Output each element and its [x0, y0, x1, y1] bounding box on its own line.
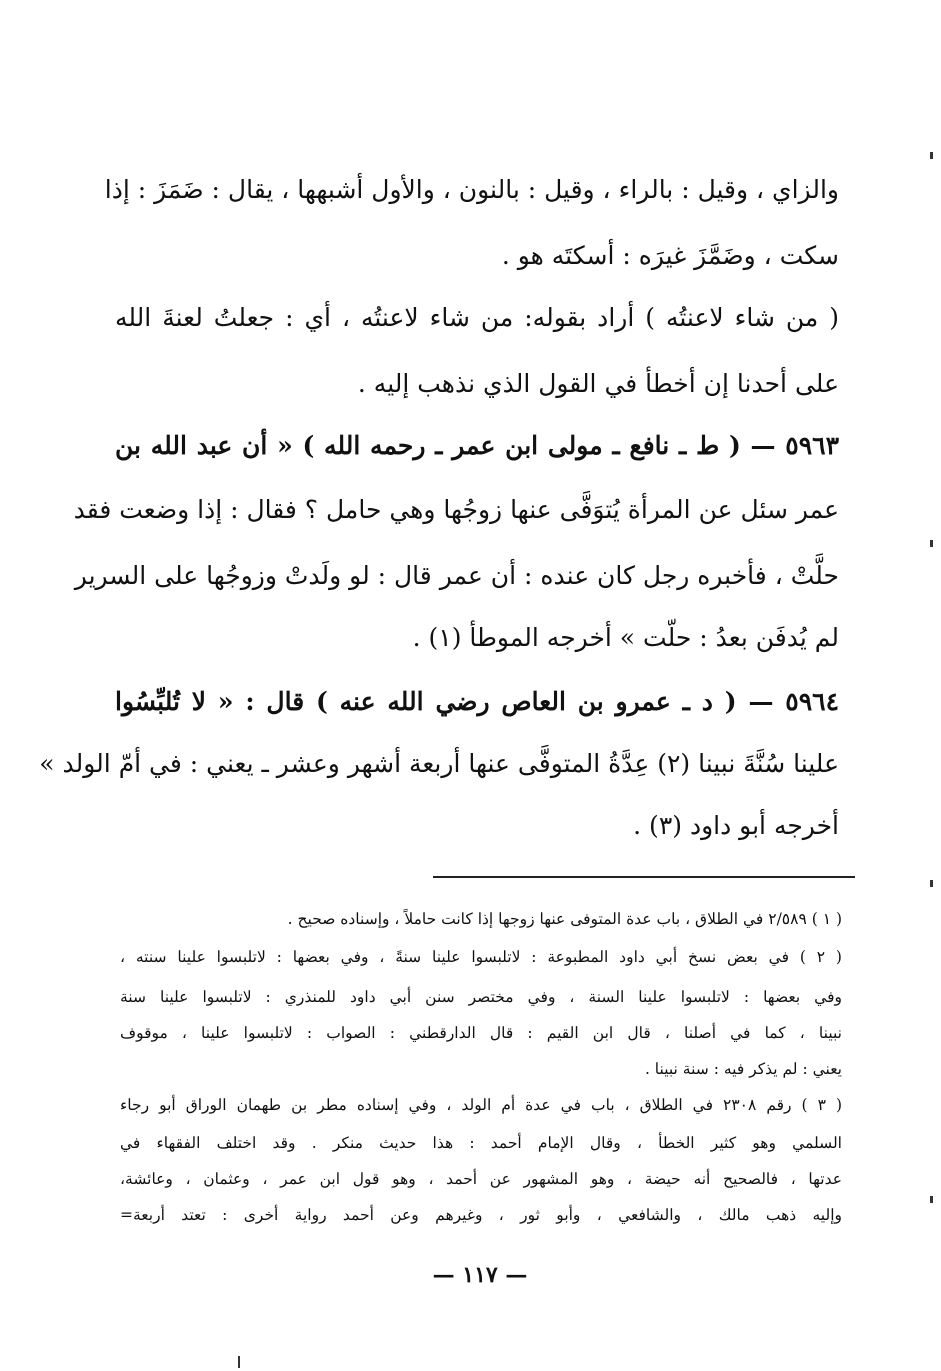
body-line: والزاي ، وقيل : بالراء ، وقيل : بالنون ، والأول أشبهها ، يقال : ضَمَزَ : إذا [104, 175, 839, 204]
footnote-line: السلمي وهو كثير الخطأ ، وقال الإمام أحمد : هذا حديث منكر . وقد اختلف الفقهاء في [120, 1134, 842, 1152]
body-line: على أحدنا إن أخطأ في القول الذي نذهب إليه . [357, 369, 839, 398]
scan-mark [238, 1356, 240, 1368]
body-line: ( من شاء لاعنتُه ) أراد بقوله: من شاء لاعنتُه ، أي : جعلتُ لعنةَ الله [115, 303, 839, 332]
body-line: سكت ، وضَمَّزَ غيرَه : أسكتَه هو . [501, 241, 839, 270]
footnote-line: عدتها ، فالصحيح أنه حيضة ، وهو المشهور عن أحمد ، وهو قول ابن عمر ، وعثمان ، وعائشة، [120, 1170, 842, 1188]
body-line: لم يُدفَن بعدُ : حلّت » أخرجه الموطأ (١) . [412, 623, 839, 652]
footnote-line: ( ٢ ) في بعض نسخ أبي داود المطبوعة : لاتلبسوا علينا سنةً ، وفي بعضها : لاتلبسوا علينا سنته ، [120, 948, 842, 966]
scan-mark [930, 880, 933, 887]
footnote-line: وإليه ذهب مالك ، والشافعي ، وأبو ثور ، وغيرهم وعن أحمد رواية أخرى : تعتد أربعة= [120, 1206, 842, 1224]
body-line: عمر سئل عن المرأة يُتوَفَّى عنها زوجُها وهي حامل ؟ فقال : إذا وضعت فقد [73, 495, 839, 524]
footnote-line: ( ١ ) ٢/٥٨٩ في الطلاق ، باب عدة المتوفى عنها زوجها إذا كانت حاملاً ، وإسناده صحيح . [287, 910, 842, 928]
footnote-line: نبينا ، كما في أصلنا ، قال ابن القيم : قال الدارقطني : الصواب : لاتلبسوا علينا ، موقوف [120, 1024, 842, 1042]
body-line: حلَّتْ ، فأخبره رجل كان عنده : أن عمر قال : لو ولَدتْ وزوجُها على السرير [74, 561, 839, 590]
body-line: علينا سُنَّةَ نبينا (٢) عِدَّةُ المتوفَّى عنها أربعة أشهر وعشر ـ يعني : في أمّ الولد » [39, 749, 839, 778]
hadith-heading-5963: ٥٩٦٣ — ( ط ـ نافع ـ مولى ابن عمر ـ رحمه الله ) « أن عبد الله بن [115, 431, 839, 460]
main-text [39, 0, 839, 860]
footnote-line: يعني : لم يذكر فيه : سنة نبينا . [644, 1060, 842, 1078]
footnote-line: وفي بعضها : لاتلبسوا علينا السنة ، وفي مختصر سنن أبي داود للمنذري : لاتلبسوا علينا سنة [120, 988, 842, 1006]
footnote-divider [433, 876, 855, 878]
footnote-line: ( ٣ ) رقم ٢٣٠٨ في الطلاق ، باب في عدة أم الولد ، وفي إسناده مطر بن طهمان الوراق أبو رجاء [120, 1096, 842, 1114]
body-line: أخرجه أبو داود (٣) . [633, 811, 839, 840]
scan-mark [930, 540, 933, 547]
scan-mark [930, 1196, 933, 1203]
scan-mark [930, 152, 933, 159]
page-number: — ١١٧ — [432, 1262, 528, 1288]
hadith-heading-5964: ٥٩٦٤ — ( د ـ عمرو بن العاص رضي الله عنه ) قال : « لا تُلبِّسُوا [115, 687, 839, 716]
